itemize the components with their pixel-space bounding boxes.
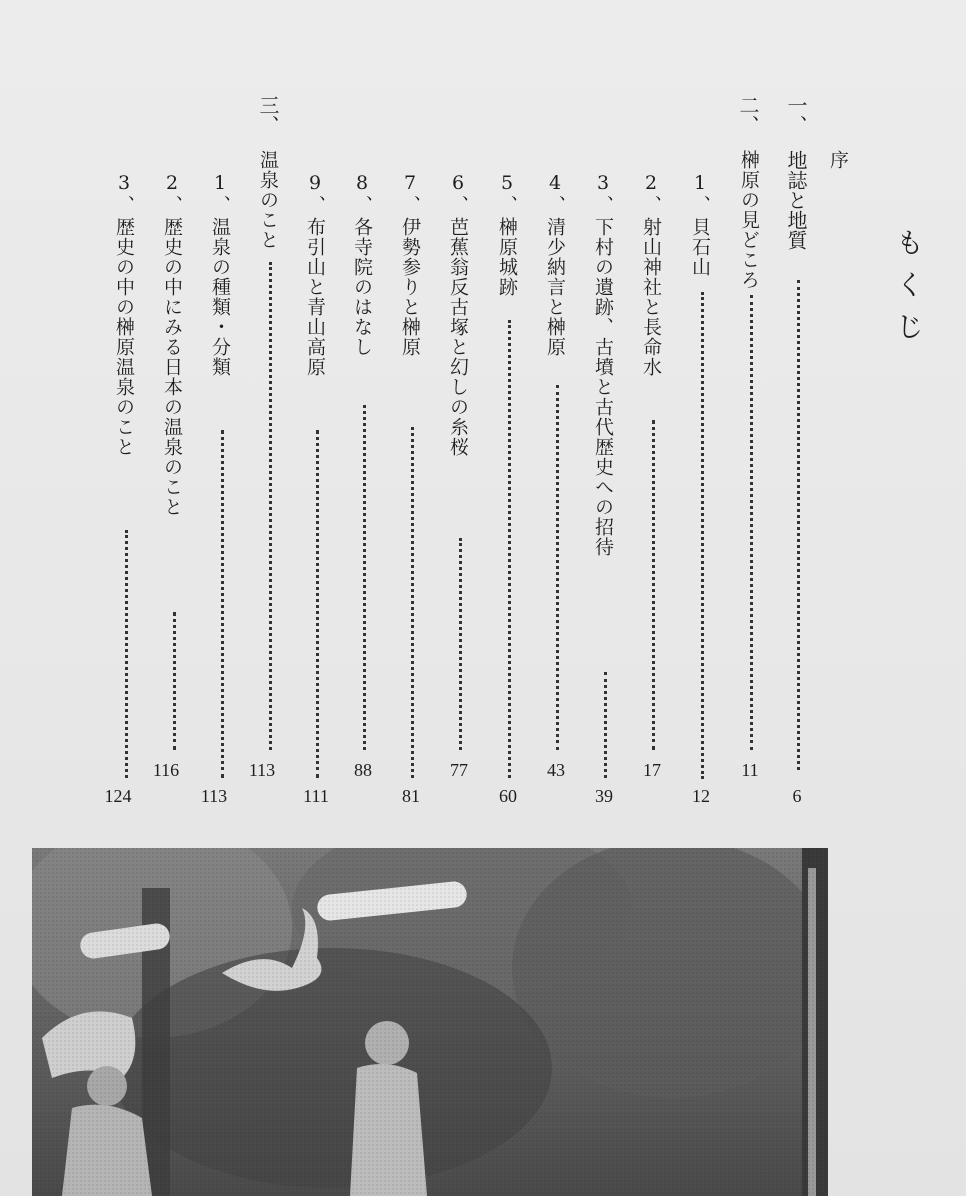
leader-dots bbox=[750, 295, 753, 750]
entry-number: 7、 bbox=[399, 172, 421, 215]
section-number-3: 三、 bbox=[256, 95, 280, 135]
entry-number: 1、 bbox=[209, 172, 231, 215]
entry-number: 5、 bbox=[496, 172, 518, 215]
leader-dots bbox=[508, 320, 511, 778]
section-label-1: 地誌と地質 bbox=[784, 150, 808, 250]
leader-dots bbox=[604, 672, 607, 778]
section-page-1: 6 bbox=[792, 786, 802, 806]
entry-label: 温泉の種類・分類 bbox=[209, 217, 231, 377]
section-page-2: 11 bbox=[741, 760, 759, 780]
entry-label: 榊原城跡 bbox=[496, 217, 518, 297]
entry-page: 12 bbox=[692, 786, 710, 806]
leader-dots bbox=[125, 530, 128, 778]
entry-label: 布引山と青山高原 bbox=[304, 217, 326, 377]
leader-dots bbox=[221, 430, 224, 778]
painting-photo bbox=[32, 848, 828, 1196]
leader-dots bbox=[556, 385, 559, 750]
section-number-1: 一、 bbox=[784, 95, 808, 135]
entry-number: 8、 bbox=[351, 172, 373, 215]
section-label-2: 榊原の見どころ bbox=[738, 150, 760, 290]
entry-number: 3、 bbox=[113, 172, 135, 215]
entry-page: 77 bbox=[450, 760, 468, 780]
entry-number: 1、 bbox=[689, 172, 711, 215]
section-number-2: 二、 bbox=[736, 95, 760, 135]
entry-number: 6、 bbox=[447, 172, 469, 215]
entry-label: 清少納言と榊原 bbox=[544, 217, 566, 357]
entry-page: 43 bbox=[547, 760, 565, 780]
leader-dots bbox=[269, 262, 272, 750]
entry-label: 各寺院のはなし bbox=[351, 217, 373, 357]
entry-label: 芭蕉翁反古塚と幻しの糸桜 bbox=[447, 217, 469, 457]
entry-label: 下村の遺跡、古墳と古代歴史への招待 bbox=[592, 217, 614, 557]
entry-number: 2、 bbox=[161, 172, 183, 215]
entry-page: 81 bbox=[402, 786, 420, 806]
entry-page: 116 bbox=[152, 760, 180, 780]
toc-title: もくじ bbox=[892, 228, 925, 354]
preface-label: 序 bbox=[827, 150, 849, 169]
section-label-3: 温泉のこと bbox=[257, 150, 279, 250]
entry-label: 伊勢参りと榊原 bbox=[399, 217, 421, 357]
leader-dots bbox=[701, 292, 704, 779]
leader-dots bbox=[363, 405, 366, 750]
entry-page: 17 bbox=[643, 760, 661, 780]
entry-number: 4、 bbox=[544, 172, 566, 215]
entry-number: 3、 bbox=[592, 172, 614, 215]
leader-dots bbox=[173, 612, 176, 750]
leader-dots bbox=[316, 430, 319, 778]
entry-number: 9、 bbox=[304, 172, 326, 215]
entry-label: 歴史の中にみる日本の温泉のこと bbox=[161, 217, 183, 517]
entry-label: 射山神社と長命水 bbox=[640, 217, 662, 377]
entry-page: 113 bbox=[200, 786, 228, 806]
leader-dots bbox=[459, 538, 462, 750]
leader-dots bbox=[411, 427, 414, 778]
entry-page: 88 bbox=[354, 760, 372, 780]
entry-page: 60 bbox=[499, 786, 517, 806]
leader-dots bbox=[797, 280, 800, 770]
entry-page: 124 bbox=[104, 786, 132, 806]
leader-dots bbox=[652, 420, 655, 750]
entry-label: 貝石山 bbox=[689, 217, 711, 277]
entry-number: 2、 bbox=[640, 172, 662, 215]
entry-page: 39 bbox=[595, 786, 613, 806]
entry-label: 歴史の中の榊原温泉のこと bbox=[113, 217, 135, 457]
section-page-3: 113 bbox=[248, 760, 276, 780]
entry-page: 111 bbox=[303, 786, 329, 806]
